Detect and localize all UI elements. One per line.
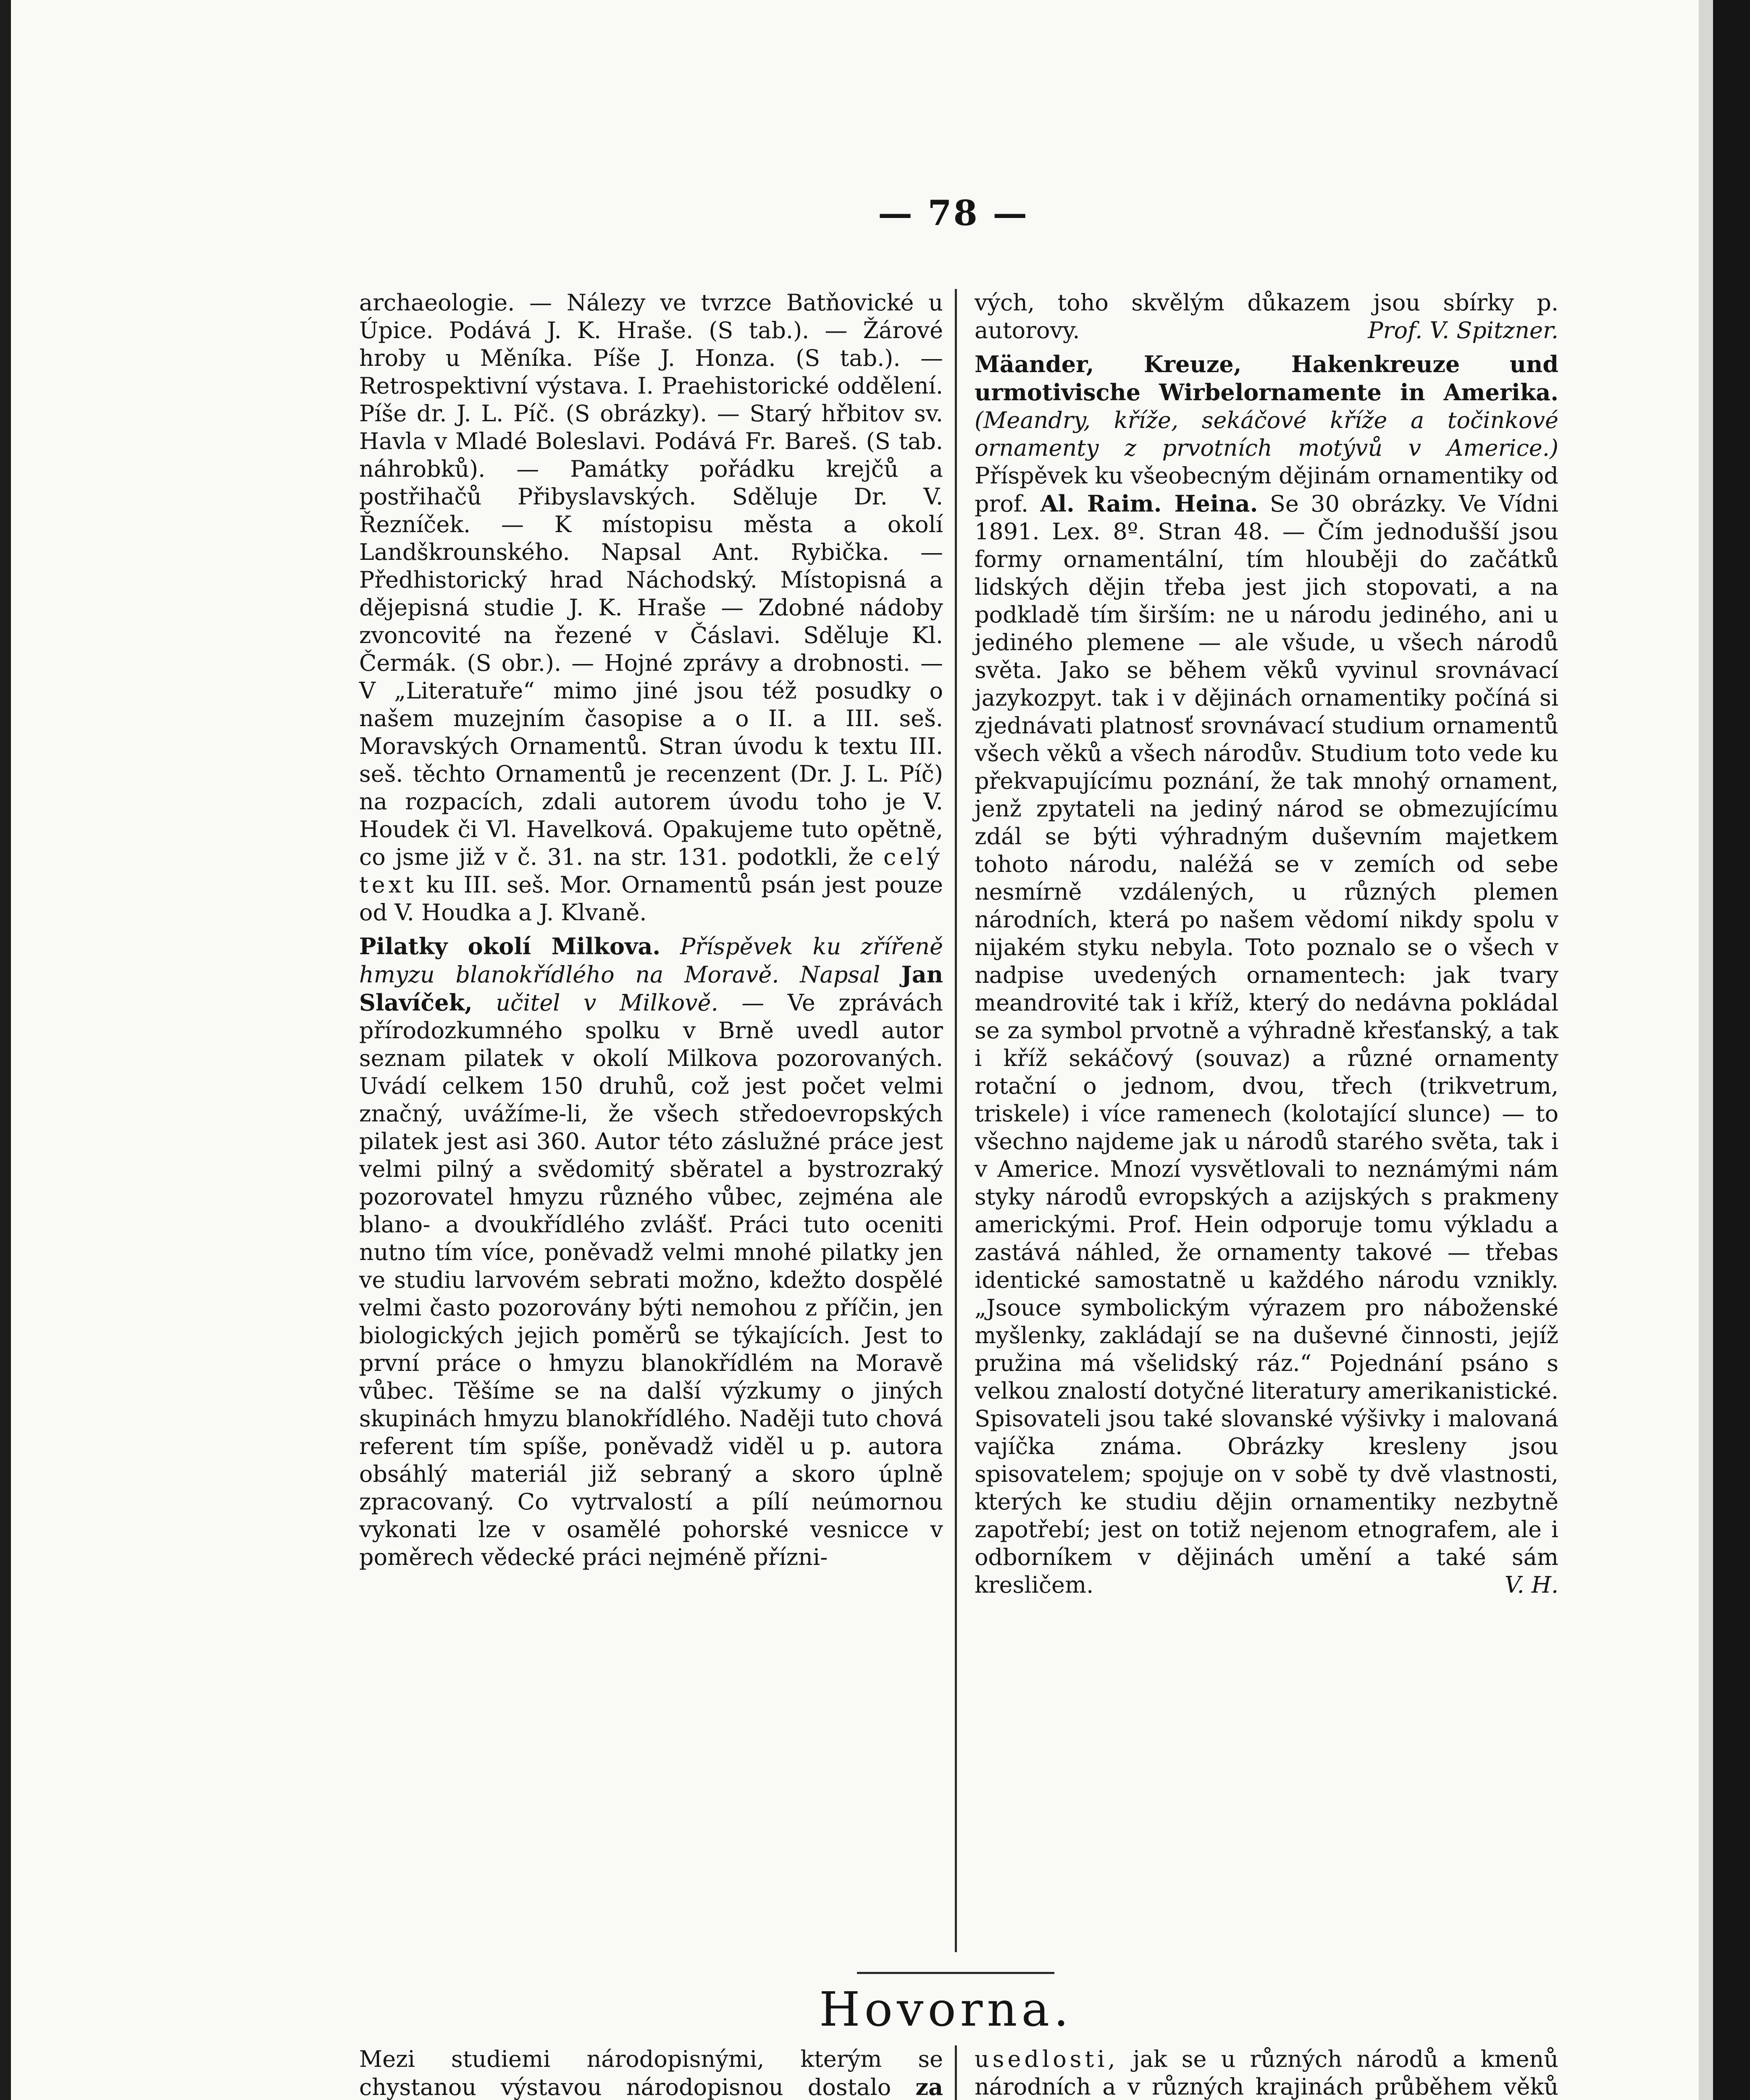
signature-vh: V. H. [1504,1572,1558,1598]
review-maander-author: Al. Raim. Heina. [1040,490,1258,517]
column-divider-bottom [955,2045,957,2100]
left-column [359,289,943,1571]
bottom-right-column [975,2045,1558,2100]
review-archaeologie-text: archaeologie. — Nálezy ve tvrzce Batňovické u Úpice. Podává J. K. Hraše. (S tab.). — Žárové hroby u Měníka. Píše J. Honza. (S tab.). — Retrospektivní výstava. I. Praehistorické oddělení. Píše dr. J. L. Píč. (S obrázky). — Starý hřbitov sv. Havla v Mladé Boleslavi. Podává Fr. Bareš. (S tab. náhrobků). — Památky pořádku krejčů a postřihačů Přibyslavských. Sděluje Dr. V. Řezníček. — K místopisu města a okolí Landškrounského. Napsal Ant. Rybička. — Předhistorický hrad Náchodský. Místopisná a dějepisná studie J. K. Hraše — Zdobné nádoby zvoncovité na řezené v Čáslavi. Sděluje Kl. Čermák. (S obr.). — Hojné zprávy a drobnosti. — V „Literatuře“ mimo jiné jsou též posudky o našem muzejním časopise a o II. a III. seš. Moravských Ornamentů. Stran úvodu k textu III. seš. těchto Ornamentů je recenzent (Dr. J. L. Píč) na rozpacích, zdali autorem úvodu toho je V. Houdek či Vl. Havelková. Opakujeme tuto opětně, co jsme již v č. 31. na str. 131. podotkli, že [359,289,943,870]
page-number: — 78 — [878,193,1029,234]
review-pilatky-title: Pilatky okolí Milkova. [359,933,661,960]
spaced-phrase: celý text [359,844,943,898]
hovorna-spaced-word: usedlosti, [975,2046,1119,2072]
review-maander-body-a: Příspěvek ku všeobecným dějinám ornamentiky od prof. [975,462,1558,517]
signature-spitzner: Prof. V. Spitzner. [1368,317,1558,344]
bottom-left-column [359,2045,943,2100]
review-pilatky-author: Jan Slavíček, [359,961,943,1016]
review-maander [975,350,1558,1599]
scan-right-edge [1713,0,1750,2100]
right-column [975,289,1558,1599]
review-maander-body-b: Se 30 obrázky. Ve Vídni 1891. Lex. 8º. Stran 48. — Čím jednodušší jsou formy ornamentální, tím hlouběji do začátků lidských dějin třeba jest jich stopovati, a na podkladě tím širším: ne u národu jediného, ani u jediného plemene — ale všude, u všech národů světa. Jako se během věků vyvinul srovnávací jazykozpyt. tak i v dějinách ornamentiky počíná si zjednávati platnosť srovnávací studium ornamentů všech věků a všech národův. Studium toto vede ku překvapujícímu poznání, že tak mnohý ornament, jenž zpytateli na jediný národ se obmezujícímu zdál se býti výhradným duševním majetkem tohoto národu, naléžá se v zemích od sebe nesmírně vzdálených, u různých plemen národních, která po našem vědomí nikdy spolu v nijakém styku nebyla. Toto poznalo se o všech v nadpise uvedených ornamentech: jak tvary meandrovité tak i kříž, který do nedávna pokládal se za symbol prvotně a výhradně křesťanský, a tak i kříž sekáčový (souvaz) a různé ornamenty rotační o jednom, dvou, třech (trikvetrum, triskele) i více ramenech (kolotající slunce) — to všechno najdeme jak u národů starého světa, tak i v Americe. Mnozí vysvětlovali to neznámými nám styky národů evropských a azijských s prakmeny americkými. Prof. Hein odporuje tomu výkladu a zastává náhled, že ornamenty takové — třebas identické samostatně u každého národu vznikly. „Jsouce symbolickým výrazem pro náboženské myšlenky, zakládají se na duševné činnosti, jejíž pružina má všelidský ráz.“ Pojednání psáno s velkou znalostí dotyčné literatury amerikanistické. Spisovateli jsou také slovanské výšivky i malovaná vajíčka známa. Obrázky kresleny jsou spisovatelem; spojuje on v sobě ty dvě vlastnosti, kterých ke studiu dějin ornamentiky nezbytně zapotřebí; jest on totiž nejenom etnografem, ale i odborníkem v dějinách umění a také sám kresličem. [975,491,1558,1598]
hovorna-paragraph-start [359,2045,943,2100]
hovorna-bold-phrase: za [915,2074,943,2100]
review-pilatky-continued-text: vých, toho skvělým důkazem jsou sbírky p. autorovy. [975,289,1558,344]
review-pilatky-body: — Ve zprávách přírodozkumného spolku v Brně uvedl autor seznam pilatek v okolí Milkova pozorovaných. Uvádí celkem 150 druhů, což jest počet velmi značný, uvážíme-li, že všech středoevropských pilatek jest asi 360. Autor této záslužné práce jest velmi pilný a svědomitý sběratel a bystrozraký pozorovatel hmyzu různého vůbec, zejména ale blano- a dvoukřídlého zvlášť. Práci tuto oceniti nutno tím více, poněvadž velmi mnohé pilatky jen ve studiu larvovém sebrati možno, kdežto dospělé velmi často pozorovány býti nemohou z příčin, jen biologických jejich poměrů se týkajících. Jest to první práce o hmyzu blanokřídlém na Moravě vůbec. Těšíme se na další výzkumy o jiných skupinách hmyzu blanokřídlého. Naději tuto chová referent tím spíše, poněvadž viděl u p. autora obsáhlý materiál již sebraný a skoro úplně zpracovaný. Co vytrvalostí a pílí neúmornou vykonati lze v osamělé pohorské vesnicce v poměrech vědecké práci nejméně přízni- [359,990,943,1570]
review-pilatky-author-role: učitel v Milkově. [496,990,718,1016]
section-heading: Hovorna. [819,1982,1073,2037]
review-pilatky-subtitle: Příspěvek ku zřířeně hmyzu blanokřídlého na Moravě. Napsal [359,933,943,988]
review-archaeologie [359,289,943,927]
review-maander-title: Mäander, Kreuze, Hakenkreuze und urmotivische Wirbelornamente in Amerika. [975,351,1558,406]
review-maander-subtitle: (Meandry, kříže, sekáčové kříže a točinkové ornamenty z prvotních motývů v Americe.) [975,407,1558,461]
review-pilatky-continued [975,289,1558,344]
hovorna-text-a: Mezi studiemi národopisnými, kterým se chystanou výstavou národopisnou dostalo [359,2046,943,2100]
column-divider [955,289,957,1952]
hovorna-paragraph-continued [975,2045,1558,2100]
scan-left-edge [0,0,11,2100]
review-archaeologie-end: ku III. seš. Mor. Ornamentů psán jest pouze od V. Houdka a J. Klvaně. [359,872,943,926]
hovorna-continued-text: jak se u různých národů a kmenů národních a v různých krajinách průběhem věků [975,2046,1558,2100]
section-rule [857,1972,1054,1974]
review-pilatky [359,932,943,1571]
scan-right-shadow [1699,0,1713,2100]
